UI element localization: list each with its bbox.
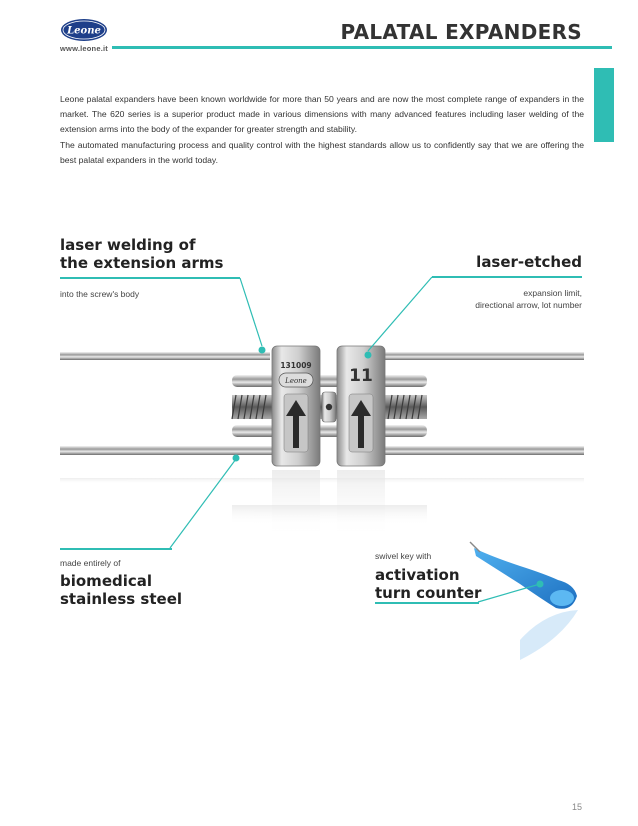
steel-heading (60, 572, 182, 608)
upper-guide-pin (232, 375, 427, 387)
etched-heading: laser-etched (476, 253, 582, 271)
expansion-limit: 11 (349, 366, 373, 386)
website-url: www.leone.it (60, 44, 108, 53)
steel-rule (60, 548, 172, 550)
reflection (60, 470, 584, 540)
steel-marker (233, 455, 240, 462)
logo-text: Leone (67, 25, 101, 37)
lower-guide-pin (232, 425, 427, 437)
welding-marker (259, 347, 266, 354)
etched-leader (368, 277, 432, 351)
swivel-key-illustration (470, 542, 578, 660)
key-heading-line2: turn counter (375, 584, 482, 602)
etched-subtext-line1: expansion limit, (523, 288, 582, 298)
welding-leader (240, 278, 262, 346)
page-number: 15 (571, 802, 582, 812)
steel-heading-line1: biomedical (60, 572, 153, 590)
welding-subtext: into the screw's body (60, 289, 140, 299)
key-heading (375, 566, 481, 602)
key-heading-line1: activation (375, 566, 460, 584)
etched-subtext-line2: directional arrow, lot number (475, 300, 582, 310)
steel-leader (170, 459, 236, 548)
intro-paragraph: Leone palatal expanders have been known worldwide for more than 50 years and are now the most complete range of expanders in the market. The 620 series is a superior product made in various dimensions with many advanced features including laser welding of the extension arms into the body of the expander for greater strength and stability. (60, 94, 584, 135)
intro-paragraph: The automated manufacturing process and quality control with the highest standards allow us to confidently say that we are offering the best palatal expanders in the world today. (60, 139, 584, 165)
brand-mark-text: Leone (285, 377, 307, 385)
page-title: PALATAL EXPANDERS (340, 20, 582, 44)
lower-right-arm (383, 446, 584, 455)
key-subtext: swivel key with (375, 551, 432, 561)
key-underline (375, 602, 479, 604)
upper-right-arm (384, 352, 584, 360)
lower-left-arm (60, 446, 272, 455)
welding-heading-line1: laser welding of (60, 236, 196, 254)
etched-marker (365, 352, 372, 359)
steel-heading-line2: stainless steel (60, 590, 183, 608)
lot-number: 131009 (280, 361, 312, 370)
steel-subtext: made entirely of (60, 558, 121, 568)
welding-heading-line2: the extension arms (60, 254, 224, 272)
key-marker (537, 581, 544, 588)
activation-hole (326, 404, 332, 410)
key-leader (478, 584, 540, 602)
upper-left-arm (60, 352, 270, 360)
